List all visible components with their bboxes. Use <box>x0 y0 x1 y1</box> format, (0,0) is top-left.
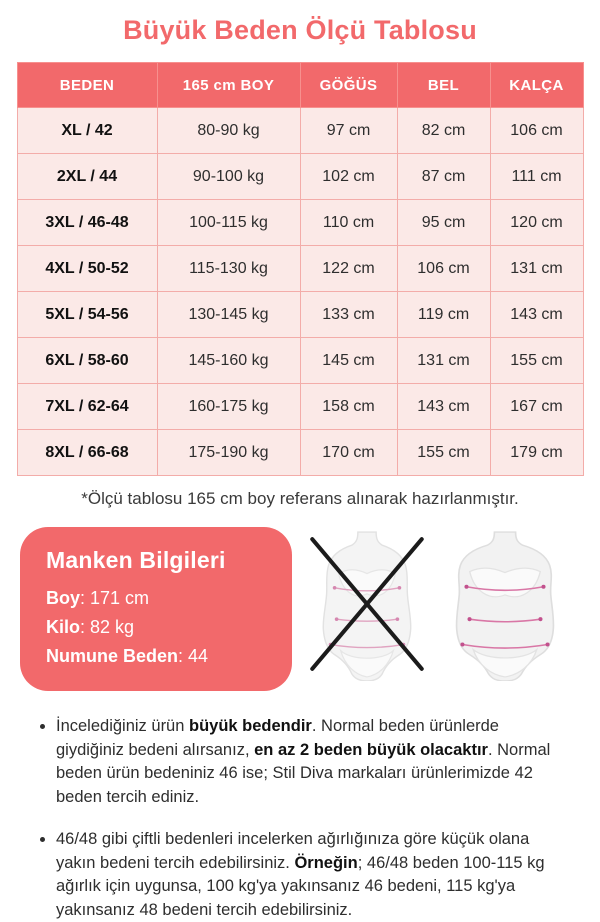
measurement-cell: 158 cm <box>300 384 397 430</box>
model-info-field: Kilo: 82 kg <box>46 617 135 637</box>
column-header: 165 cm BOY <box>157 63 300 108</box>
measurement-cell: 95 cm <box>397 200 490 246</box>
table-footnote: *Ölçü tablosu 165 cm boy referans alınarak hazırlanmıştır. <box>81 489 519 508</box>
size-cell: 7XL / 62-64 <box>17 384 157 430</box>
size-table-header-row <box>17 63 583 108</box>
measurement-cell: 131 cm <box>397 338 490 384</box>
column-header: GÖĞÜS <box>300 63 397 108</box>
measurement-cell: 122 cm <box>300 246 397 292</box>
measurement-cell: 87 cm <box>397 154 490 200</box>
table-row <box>17 108 583 154</box>
measurement-cell: 143 cm <box>397 384 490 430</box>
size-cell: 2XL / 44 <box>17 154 157 200</box>
measurement-cell: 115-130 kg <box>157 246 300 292</box>
measurement-cell: 111 cm <box>490 154 583 200</box>
size-cell: XL / 42 <box>17 108 157 154</box>
column-header: BEL <box>397 63 490 108</box>
measurement-figures <box>292 527 582 681</box>
measurement-cell: 160-175 kg <box>157 384 300 430</box>
table-row <box>17 430 583 476</box>
table-row <box>17 246 583 292</box>
measurement-cell: 145 cm <box>300 338 397 384</box>
measurement-cell: 167 cm <box>490 384 583 430</box>
measurement-cell: 100-115 kg <box>157 200 300 246</box>
measurement-cell: 130-145 kg <box>157 292 300 338</box>
model-info-field: Numune Beden: 44 <box>46 646 209 666</box>
measurement-cell: 80-90 kg <box>157 108 300 154</box>
size-cell: 4XL / 50-52 <box>17 246 157 292</box>
measurement-cell: 82 cm <box>397 108 490 154</box>
measurement-cell: 143 cm <box>490 292 583 338</box>
size-table-body <box>17 108 583 476</box>
note-item: • İncelediğiniz ürün büyük bedendir. Normal beden ürünlerde giydiğiniz bedeni alırsanız, en az 2 beden büyük olacaktır. Normal beden ürün bedeniniz 46 ise; Stil Diva markaları ürünlerimizde 42 beden tercih ediniz. <box>56 715 574 809</box>
measurement-cell: 120 cm <box>490 200 583 246</box>
size-cell: 8XL / 66-68 <box>17 430 157 476</box>
measurement-cell: 145-160 kg <box>157 338 300 384</box>
table-row <box>17 200 583 246</box>
measurement-cell: 175-190 kg <box>157 430 300 476</box>
model-info-fields <box>46 584 270 671</box>
page-title: Büyük Beden Ölçü Tablosu <box>123 15 477 45</box>
measurement-cell: 106 cm <box>397 246 490 292</box>
measurement-cell: 179 cm <box>490 430 583 476</box>
size-table <box>17 62 584 476</box>
measurement-cell: 133 cm <box>300 292 397 338</box>
crossed-body-figure-icon <box>306 529 428 681</box>
correct-body-figure-icon <box>442 529 568 681</box>
measurement-cell: 119 cm <box>397 292 490 338</box>
size-cell: 3XL / 46-48 <box>17 200 157 246</box>
table-row <box>17 292 583 338</box>
size-chart-infographic <box>0 15 600 919</box>
measurement-cell: 106 cm <box>490 108 583 154</box>
table-row <box>17 338 583 384</box>
size-cell: 5XL / 54-56 <box>17 292 157 338</box>
measurement-cell: 110 cm <box>300 200 397 246</box>
model-info-heading: Manken Bilgileri <box>46 547 226 573</box>
column-header: KALÇA <box>490 63 583 108</box>
measurement-cell: 97 cm <box>300 108 397 154</box>
measurement-cell: 155 cm <box>397 430 490 476</box>
notes-list <box>38 715 574 922</box>
size-cell: 6XL / 58-60 <box>17 338 157 384</box>
model-info-card <box>20 527 292 691</box>
measurement-cell: 131 cm <box>490 246 583 292</box>
model-section <box>20 527 582 691</box>
size-table-head <box>17 63 583 108</box>
table-row <box>17 154 583 200</box>
body-silhouette <box>456 532 553 681</box>
column-header: BEDEN <box>17 63 157 108</box>
model-info-field: Boy: 171 cm <box>46 588 150 608</box>
measurement-cell: 155 cm <box>490 338 583 384</box>
measurement-cell: 170 cm <box>300 430 397 476</box>
note-item: • 46/48 gibi çiftli bedenleri incelerken ağırlığınıza göre küçük olana yakın bedeni tercih edebilirsiniz. Örneğin; 46/48 beden 100-115 kg ağırlık için uygunsa, 100 kg'ya yakınsanız 46 bedeni, 115 kg'ya yakınsanız 48 bedeni tercih edebilirsiniz. <box>56 828 574 922</box>
measurement-cell: 102 cm <box>300 154 397 200</box>
table-row <box>17 384 583 430</box>
measurement-cell: 90-100 kg <box>157 154 300 200</box>
